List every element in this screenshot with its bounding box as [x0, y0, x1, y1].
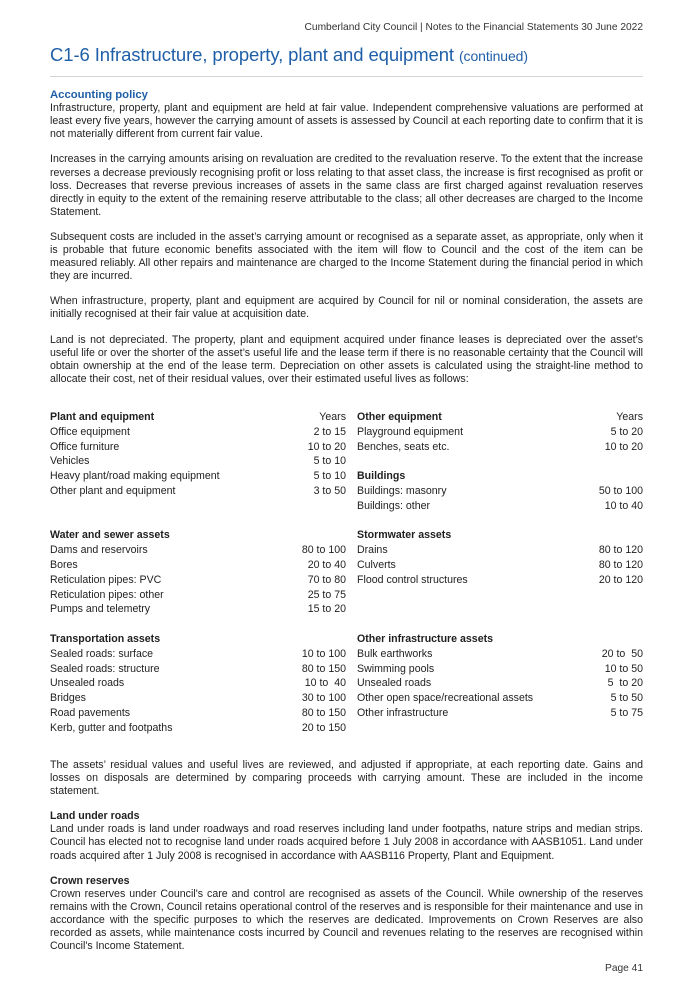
table-group-heading — [357, 469, 643, 484]
useful-life-value: 2 to 15 — [313, 425, 346, 438]
asset-label: Buildings: other — [357, 499, 431, 512]
table-spacer — [50, 499, 346, 514]
asset-label: Buildings: masonry — [357, 484, 447, 497]
asset-label: Reticulation pipes: other — [50, 588, 164, 601]
useful-life-value: 5 to 10 — [313, 455, 346, 468]
table-row — [357, 676, 643, 691]
table-row — [50, 469, 346, 484]
group-heading-label: Plant and equipment — [50, 411, 155, 423]
table-spacer — [50, 617, 346, 632]
asset-label: Sealed roads: surface — [50, 647, 154, 660]
table-row — [50, 676, 346, 691]
table-group-heading — [50, 528, 346, 543]
asset-label: Flood control structures — [357, 573, 468, 586]
years-column-header: Years — [319, 411, 346, 423]
table-row — [50, 440, 346, 455]
table-row — [50, 558, 346, 573]
page-number: Page 41 — [605, 963, 643, 974]
asset-label: Reticulation pipes: PVC — [50, 573, 162, 586]
residual-values-paragraph: The assets’ residual values and useful lives are reviewed, and adjusted if appropriate, at each reporting date. Gains and losses on disposals are determined by comparing proceeds with carrying amount. These are included in the income statement. — [50, 759, 643, 798]
useful-life-value: 10 to 50 — [604, 662, 643, 675]
useful-life-value: 10 to 40 — [604, 499, 643, 512]
table-row — [50, 662, 346, 677]
table-row — [50, 454, 346, 469]
useful-life-value: 10 to 100 — [301, 647, 346, 660]
table-row — [50, 543, 346, 558]
table-row — [357, 647, 643, 662]
accounting-policy-section — [50, 89, 643, 398]
useful-life-value: 5 to 20 — [610, 425, 643, 438]
page-title-suffix: (continued) — [458, 48, 528, 64]
years-column-header: Years — [616, 411, 643, 423]
asset-label: Office furniture — [50, 440, 120, 453]
asset-label: Office equipment — [50, 425, 130, 438]
crown-reserves-heading: Crown reserves — [50, 874, 130, 887]
table-row — [50, 484, 346, 499]
group-heading-label: Buildings — [357, 470, 406, 483]
asset-label: Playground equipment — [357, 425, 464, 438]
asset-label: Unsealed roads — [50, 677, 125, 690]
table-row — [357, 499, 643, 514]
accounting-policy-heading: Accounting policy — [50, 89, 148, 101]
table-row — [50, 721, 346, 736]
asset-label: Swimming pools — [357, 662, 435, 675]
table-spacer — [357, 454, 643, 469]
table-group-heading — [50, 410, 346, 425]
table-spacer — [357, 514, 643, 529]
table-row — [50, 691, 346, 706]
useful-life-value: 80 to 100 — [301, 544, 346, 557]
title-divider — [50, 76, 643, 77]
useful-life-value: 25 to 75 — [307, 588, 346, 601]
table-spacer — [357, 588, 643, 603]
group-heading-label: Water and sewer assets — [50, 529, 170, 542]
table-row — [50, 602, 346, 617]
asset-label: Other infrastructure — [357, 706, 449, 719]
crown-reserves-paragraph: Crown reserves under Council's care and control are recognised as assets of the Council. While ownership of the reserves remains with the Crown, Council retains operational control of the reserves and is responsible for their maintenance and use in accordance with the specific purposes to which the reserves are dedicated. Improvements on Crown Reserves are also recorded as assets, while maintenance costs incurred by Council and revenues relating to the reserves are recognised within Council's Income Statement. — [50, 887, 643, 953]
table-row — [357, 425, 643, 440]
land-under-roads-paragraph: Land under roads is land under roadways and road reserves including land under footpaths, nature strips and median strips. Council has elected not to recognise land under roads acquired before 1 July 2008 in accordance with AASB1051. Land under roads acquired after 1 July 2008 is recognised in accordance with AASB116 Property, Plant and Equipment. — [50, 823, 643, 862]
useful-life-value: 20 to 120 — [598, 573, 643, 586]
useful-life-value: 5 to 50 — [610, 692, 643, 705]
table-group-heading — [50, 632, 346, 647]
asset-label: Pumps and telemetry — [50, 603, 151, 616]
useful-life-value: 80 to 150 — [301, 662, 346, 675]
table-row — [357, 543, 643, 558]
table-spacer — [50, 514, 346, 529]
policy-paragraph: Increases in the carrying amounts arising on revaluation are credited to the revaluation reserve. To the extent that the increase reverses a decrease previously recognising profit or loss relating to that asset class, the increase is first recognised as profit or loss. Decreases that reverse previous increases of assets in the same class are first charged against revaluation reserves directly in equity to the extent of the remaining reserve attributable to the class; all other decreases are charged to the Income Statement. — [50, 153, 643, 218]
asset-label: Heavy plant/road making equipment — [50, 470, 220, 483]
useful-life-value: 10 to 20 — [307, 440, 346, 453]
table-row — [357, 706, 643, 721]
page-title-main: C1-6 Infrastructure, property, plant and equipment — [50, 44, 454, 65]
table-group-heading — [357, 410, 643, 425]
policy-paragraph: Infrastructure, property, plant and equipment are held at fair value. Independent comprehensive valuations are performed at least every five years, however the carrying amount of assets is assessed by Council at each reporting date to confirm that it is not materially different from current fair value. — [50, 102, 643, 141]
asset-label: Sealed roads: structure — [50, 662, 160, 675]
table-spacer — [357, 617, 643, 632]
table-group-heading — [357, 528, 643, 543]
asset-label: Bridges — [50, 692, 86, 705]
asset-label: Road pavements — [50, 706, 131, 719]
table-row — [50, 647, 346, 662]
useful-life-value: 10 to 20 — [604, 440, 643, 453]
asset-label: Kerb, gutter and footpaths — [50, 721, 173, 734]
useful-life-value: 15 to 20 — [307, 603, 346, 616]
useful-life-value: 50 to 100 — [598, 484, 643, 497]
group-heading-label: Transportation assets — [50, 632, 161, 645]
table-row — [357, 662, 643, 677]
useful-life-value: 20 to 50 — [601, 647, 643, 660]
useful-life-value: 5 to 20 — [607, 677, 643, 690]
table-row — [50, 706, 346, 721]
useful-life-value: 30 to 100 — [301, 692, 346, 705]
useful-life-value: 5 to 10 — [313, 470, 346, 483]
useful-life-value: 20 to 40 — [307, 558, 346, 571]
useful-life-value: 20 to 150 — [301, 721, 346, 734]
table-row — [357, 691, 643, 706]
table-spacer — [357, 602, 643, 617]
policy-paragraph: Subsequent costs are included in the asset’s carrying amount or recognised as a separate asset, as appropriate, only when it is probable that future economic benefits associated with the item will flow to Council and the cost of the item can be measured reliably. All other repairs and maintenance are charged to the Income Statement during the financial period in which they are incurred. — [50, 230, 643, 283]
table-row — [357, 484, 643, 499]
table-group-heading — [357, 632, 643, 647]
running-header: Cumberland City Council | Notes to the Financial Statements 30 June 2022 — [304, 22, 643, 33]
asset-label: Bores — [50, 558, 78, 571]
table-row — [357, 558, 643, 573]
useful-lives-table — [50, 410, 643, 740]
group-heading-label: Stormwater assets — [357, 529, 452, 542]
asset-label: Dams and reservoirs — [50, 544, 148, 557]
table-row — [50, 573, 346, 588]
group-heading-label: Other infrastructure assets — [357, 632, 494, 645]
table-row — [357, 440, 643, 455]
land-under-roads-heading: Land under roads — [50, 810, 140, 823]
group-heading-label: Other equipment — [357, 411, 442, 423]
useful-life-value: 80 to 150 — [301, 706, 346, 719]
useful-life-value: 10 to 40 — [304, 677, 346, 690]
asset-label: Other open space/recreational assets — [357, 692, 534, 705]
asset-label: Bulk earthworks — [357, 647, 433, 660]
useful-lives-right-column — [357, 410, 643, 721]
useful-life-value: 70 to 80 — [307, 573, 346, 586]
asset-label: Benches, seats etc. — [357, 440, 450, 453]
table-row — [50, 588, 346, 603]
table-row — [50, 425, 346, 440]
asset-label: Drains — [357, 544, 388, 557]
table-row — [357, 573, 643, 588]
useful-life-value: 80 to 120 — [598, 558, 643, 571]
asset-label: Culverts — [357, 558, 396, 571]
useful-lives-left-column — [50, 410, 346, 736]
useful-life-value: 3 to 50 — [313, 484, 346, 497]
policy-paragraph: When infrastructure, property, plant and equipment are acquired by Council for nil or nominal consideration, the assets are initially recognised at their fair value at acquisition date. — [50, 295, 643, 321]
policy-paragraph: Land is not depreciated. The property, plant and equipment acquired under finance leases is depreciated over the asset’s useful life or over the shorter of the asset’s useful life and the lease term if there is no reasonable certainty that the Council will obtain ownership at the end of the lease term. Depreciation on other assets is calculated using the straight-line method to allocate their cost, net of their residual values, over their estimated useful lives as follows: — [50, 333, 643, 385]
asset-label: Vehicles — [50, 455, 90, 468]
page-title — [50, 44, 643, 66]
useful-life-value: 5 to 75 — [610, 706, 643, 719]
post-table-section — [50, 759, 643, 965]
useful-life-value: 80 to 120 — [598, 544, 643, 557]
asset-label: Other plant and equipment — [50, 484, 176, 497]
asset-label: Unsealed roads — [357, 677, 432, 690]
